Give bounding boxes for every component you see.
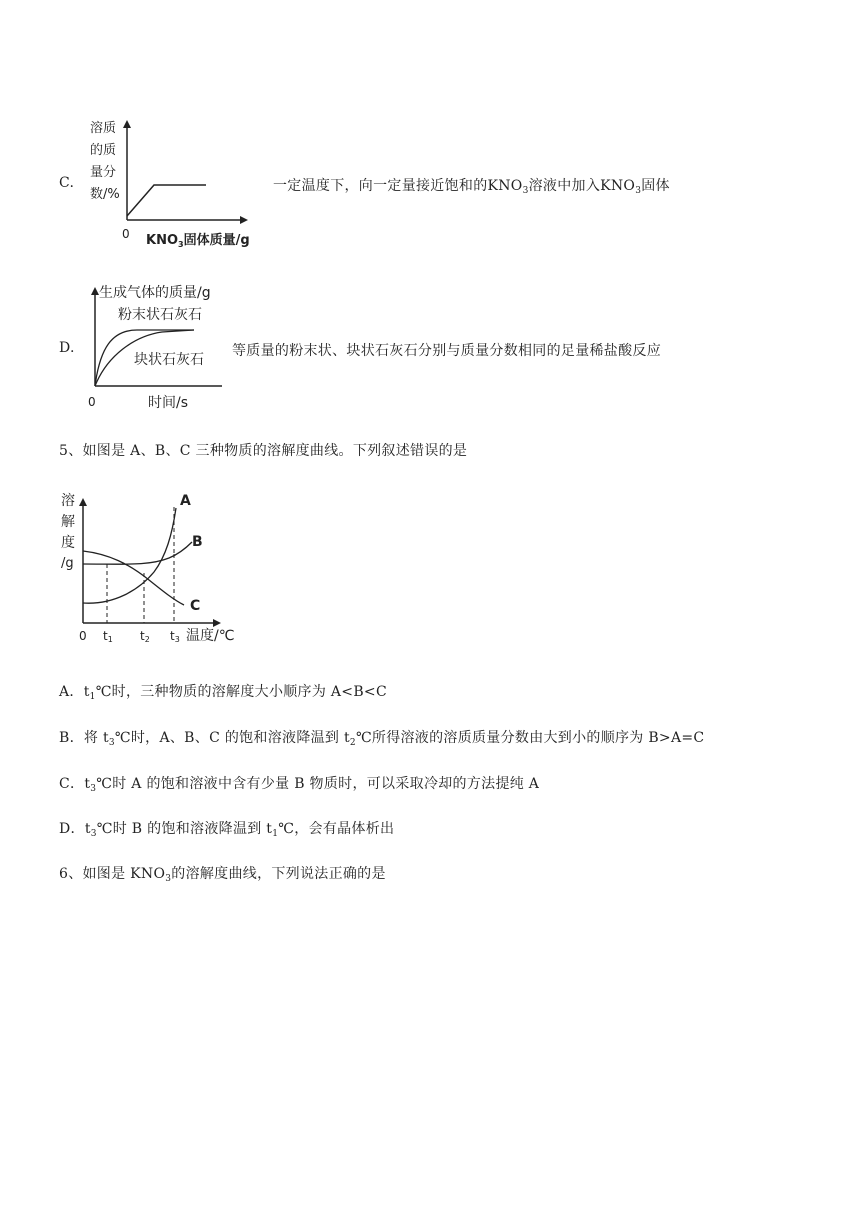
- option-d-marker: D.: [59, 340, 75, 356]
- y-label-line: 度: [61, 535, 75, 551]
- y-axis-arrow: [91, 287, 99, 295]
- q6-stem: 6、如图是 $KNO_3$的溶解度曲线，下列说法正确的是: [59, 866, 386, 884]
- y-label: 生成气体的质量/g: [99, 285, 211, 301]
- y-axis-arrow: [123, 120, 131, 128]
- powder-label: 粉末状石灰石: [118, 307, 202, 323]
- y-label-line: 解: [61, 514, 75, 530]
- origin-label: 0: [88, 395, 96, 409]
- fraction-curve: [127, 185, 206, 216]
- option-c-text: 一定温度下，向一定量接近饱和的$KNO_3$溶液中加入$KNO_3$固体: [273, 178, 670, 196]
- x-label: 时间/s: [148, 395, 189, 410]
- mass-fraction-graph: [82, 112, 272, 252]
- x-axis-arrow: [240, 216, 248, 224]
- origin-label: 0: [79, 629, 87, 643]
- y-label-line: /g: [61, 556, 74, 571]
- y-label-line: 溶质: [90, 121, 117, 136]
- y-label-line: 数/%: [90, 187, 120, 202]
- curve-a-label: A: [180, 493, 191, 509]
- option-d-text: 等质量的粉末状、块状石灰石分别与质量分数相同的足量稀盐酸反应: [232, 343, 661, 359]
- curve-b: [83, 542, 192, 564]
- x-axis-arrow: [213, 619, 221, 627]
- x-label: 温度/℃: [186, 628, 235, 644]
- y-axis-arrow: [79, 498, 87, 506]
- q5-stem: 5、如图是 A、B、C 三种物质的溶解度曲线。下列叙述错误的是: [59, 443, 468, 459]
- origin-label: 0: [122, 227, 130, 241]
- block-label: 块状石灰石: [134, 352, 204, 368]
- y-label-line: 量分: [90, 165, 117, 180]
- tick-t2: t2: [140, 629, 150, 644]
- q5-option-c: C．$t_3℃$时 A 的饱和溶液中含有少量 B 物质时，可以采取冷却的方法提纯 A: [59, 776, 540, 794]
- curve-c: [83, 551, 184, 605]
- q5-option-d: D．$t_3℃$时 B 的饱和溶液降温到 $t_1℃$，会有晶体析出: [59, 821, 395, 839]
- curve-b-label: B: [192, 534, 203, 550]
- tick-t3: t3: [170, 629, 180, 644]
- gas-mass-graph: [82, 278, 232, 410]
- option-c-marker: C.: [59, 175, 75, 191]
- y-label-line: 溶: [61, 493, 75, 509]
- tick-t1: t1: [103, 629, 113, 644]
- y-label-line: 的质: [90, 143, 117, 158]
- q5-option-b: B．将 $t_3℃$时，A、B、C 的饱和溶液降温到 $t_2℃$所得溶液的溶质质量分数由大到小的顺序为 B>A=C: [59, 730, 705, 748]
- x-label: $KNO_3$固体质量/g: [146, 233, 250, 249]
- curve-a: [83, 508, 176, 603]
- solubility-graph: [54, 490, 254, 650]
- curve-c-label: C: [190, 598, 201, 614]
- q5-option-a: A．$t_1℃$时，三种物质的溶解度大小顺序为 A<B<C: [59, 684, 387, 702]
